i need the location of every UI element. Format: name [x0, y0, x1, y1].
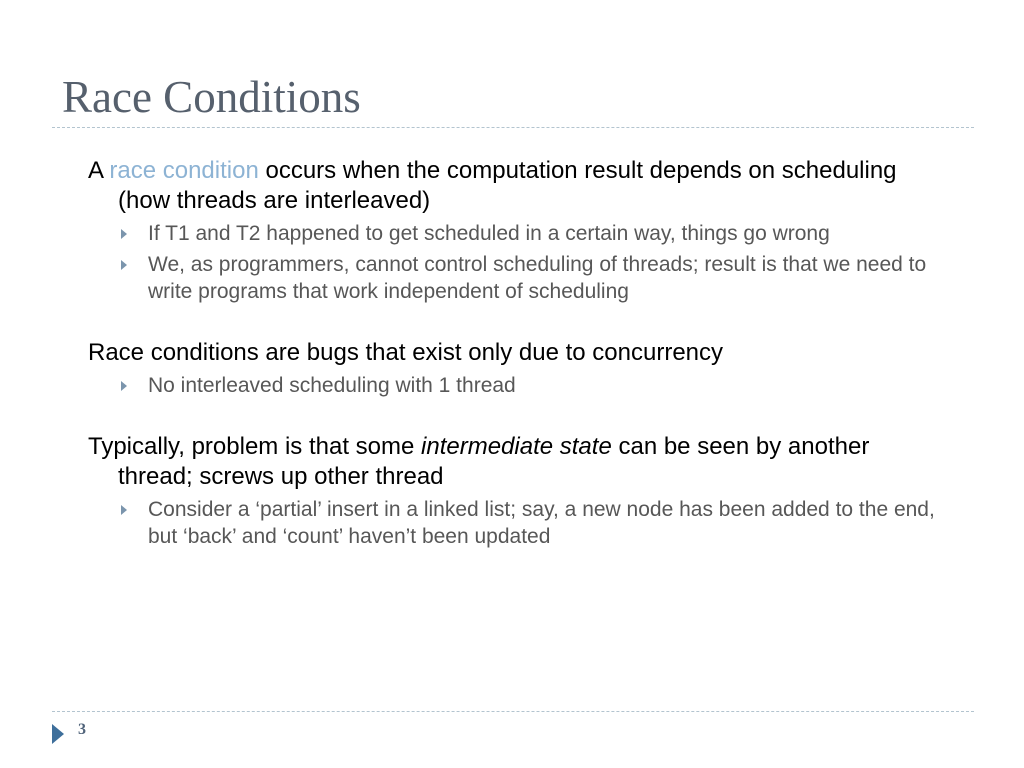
- point-3-rest: can be seen by another thread; screws up other thread: [118, 433, 870, 490]
- subpoint-2-1-text: No interleaved scheduling with 1 thread: [148, 374, 516, 397]
- page-number: 3: [78, 721, 86, 738]
- subpoint-1-2: [148, 251, 948, 305]
- point-1-lead: A: [88, 157, 110, 184]
- slide-title: Race Conditions: [62, 72, 361, 122]
- point-1: [88, 156, 948, 216]
- subpoint-1-2-text: We, as programmers, cannot control scheduling of threads; result is that we need to write programs that work independent of scheduling: [148, 253, 927, 303]
- footer-arrow-icon: [52, 724, 64, 744]
- bullet-arrow-icon: [121, 229, 127, 239]
- point-3: [88, 432, 948, 492]
- subpoint-1-1: [148, 220, 948, 247]
- bullet-arrow-icon: [121, 381, 127, 391]
- point-3-lead: Typically, problem is that some: [88, 433, 422, 460]
- subpoint-3-1-text: Consider a ‘partial’ insert in a linked list; say, a new node has been added to the end, but ‘back’ and ‘count’ haven’t been updated: [148, 498, 935, 548]
- spacer: [88, 399, 948, 432]
- bullet-arrow-icon: [121, 260, 127, 270]
- footer-divider: [52, 711, 974, 712]
- title-divider: [52, 127, 974, 128]
- point-1-rest: occurs when the computation result depends on scheduling (how threads are interleaved): [118, 157, 897, 214]
- spacer: [88, 305, 948, 338]
- subpoint-2-1: [148, 372, 948, 399]
- term-intermediate-state: intermediate state: [421, 433, 612, 460]
- subpoint-3-1: [148, 496, 948, 550]
- bullet-arrow-icon: [121, 505, 127, 515]
- point-2: Race conditions are bugs that exist only due to concurrency: [88, 339, 724, 366]
- subpoint-1-1-text: If T1 and T2 happened to get scheduled in a certain way, things go wrong: [148, 222, 830, 245]
- slide-body: [88, 156, 948, 550]
- term-race-condition: race condition: [109, 157, 259, 184]
